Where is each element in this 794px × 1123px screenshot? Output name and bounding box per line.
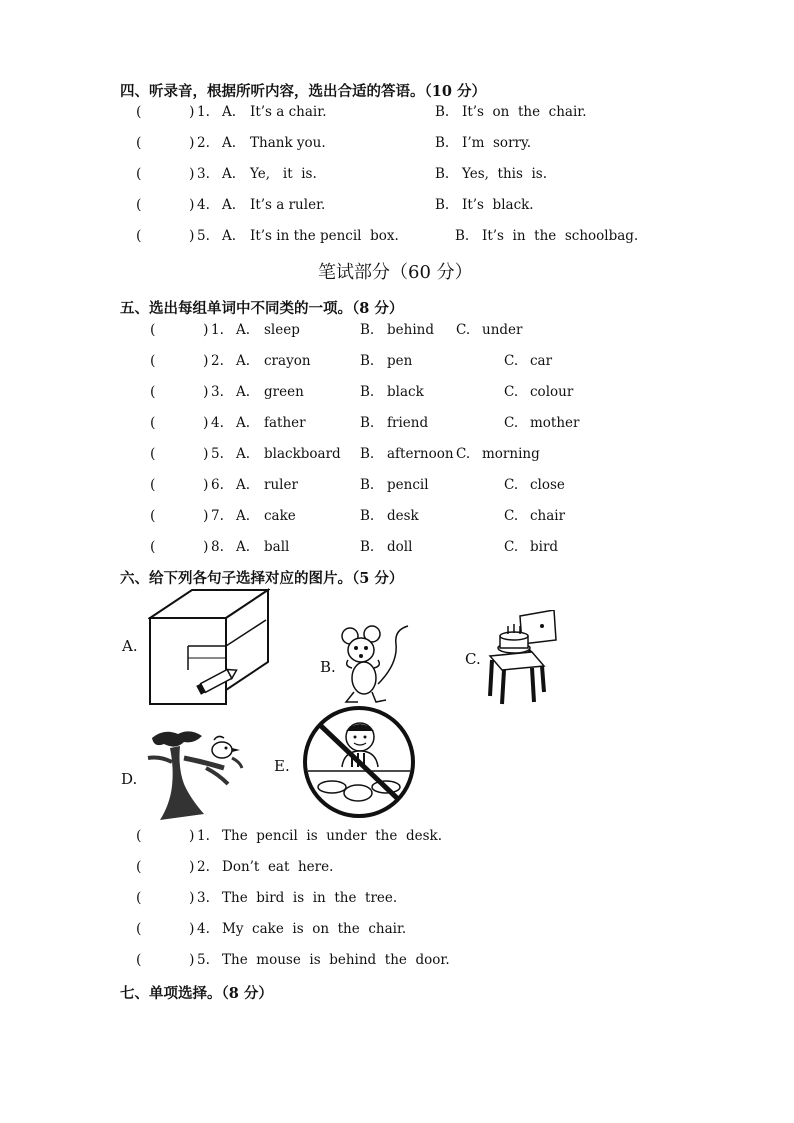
sentence-text: Don’t eat here.	[222, 859, 334, 875]
answer-blank-close: )	[189, 197, 195, 213]
answer-blank-close: )	[203, 384, 209, 400]
option-b-text: pencil	[387, 477, 429, 493]
option-b-label: B.	[360, 539, 375, 555]
cake-chair-picture	[488, 610, 560, 708]
option-a-text: It’s a chair.	[250, 104, 327, 120]
answer-blank-close: )	[189, 828, 195, 844]
question-number: 1.	[197, 104, 210, 120]
picture-label-c: C.	[465, 650, 481, 668]
question-number: 8.	[211, 539, 224, 555]
answer-blank-open[interactable]: (	[136, 166, 142, 182]
option-c-text: chair	[530, 508, 566, 524]
question-number: 4.	[197, 921, 210, 937]
option-a-text: ruler	[264, 477, 298, 493]
sentence-text: The mouse is behind the door.	[222, 952, 450, 968]
option-c-label: C.	[504, 384, 519, 400]
answer-blank-close: )	[203, 322, 209, 338]
question-number: 3.	[211, 384, 224, 400]
mouse-picture	[338, 624, 412, 706]
question-number: 2.	[197, 859, 210, 875]
picture-label-b: B.	[320, 658, 336, 676]
option-a-text: cake	[264, 508, 296, 524]
answer-blank-open[interactable]: (	[150, 415, 156, 431]
option-c-label: C.	[504, 415, 519, 431]
option-a-label: A.	[222, 166, 237, 182]
option-b-text: pen	[387, 353, 413, 369]
section4-title: 四、听录音，根据所听内容，选出合适的答语。（10 分）	[120, 83, 486, 100]
section5-title: 五、选出每组单词中不同类的一项。（8 分）	[120, 300, 404, 317]
picture-label-e: E.	[274, 757, 290, 775]
option-b-label: B.	[360, 384, 375, 400]
option-c-label: C.	[456, 446, 471, 462]
answer-blank-open[interactable]: (	[136, 890, 142, 906]
option-a-text: It’s in the pencil box.	[250, 228, 399, 244]
question-number: 1.	[197, 828, 210, 844]
question-number: 5.	[211, 446, 224, 462]
written-part-title: 笔试部分（60 分）	[318, 262, 473, 283]
option-a-label: A.	[236, 415, 251, 431]
answer-blank-close: )	[189, 859, 195, 875]
option-a-text: Ye, it is.	[250, 166, 317, 182]
answer-blank-open[interactable]: (	[136, 197, 142, 213]
option-a-text: green	[264, 384, 304, 400]
option-c-text: close	[530, 477, 565, 493]
option-a-text: sleep	[264, 322, 300, 338]
question-number: 4.	[211, 415, 224, 431]
no-eating-picture	[300, 705, 418, 819]
option-c-text: under	[482, 322, 523, 338]
answer-blank-close: )	[189, 166, 195, 182]
answer-blank-close: )	[189, 104, 195, 120]
option-b-text: Yes, this is.	[462, 166, 548, 182]
option-b-label: B.	[455, 228, 470, 244]
option-b-text: desk	[387, 508, 419, 524]
answer-blank-close: )	[189, 890, 195, 906]
option-c-text: mother	[530, 415, 580, 431]
option-b-label: B.	[435, 166, 450, 182]
answer-blank-close: )	[203, 508, 209, 524]
question-number: 7.	[211, 508, 224, 524]
answer-blank-open[interactable]: (	[136, 859, 142, 875]
sentence-text: The pencil is under the desk.	[222, 828, 442, 844]
option-b-text: It’s black.	[462, 197, 534, 213]
sentence-text: The bird is in the tree.	[222, 890, 398, 906]
option-b-label: B.	[360, 446, 375, 462]
option-a-label: A.	[236, 446, 251, 462]
option-b-label: B.	[360, 477, 375, 493]
answer-blank-open[interactable]: (	[150, 477, 156, 493]
option-b-label: B.	[360, 508, 375, 524]
question-number: 5.	[197, 952, 210, 968]
option-a-text: ball	[264, 539, 290, 555]
question-number: 1.	[211, 322, 224, 338]
option-a-text: crayon	[264, 353, 311, 369]
option-c-label: C.	[504, 353, 519, 369]
option-a-label: A.	[222, 228, 237, 244]
option-b-label: B.	[435, 197, 450, 213]
option-c-label: C.	[456, 322, 471, 338]
option-a-label: A.	[236, 322, 251, 338]
answer-blank-close: )	[189, 952, 195, 968]
answer-blank-close: )	[203, 415, 209, 431]
answer-blank-close: )	[203, 446, 209, 462]
answer-blank-open[interactable]: (	[150, 322, 156, 338]
option-c-text: colour	[530, 384, 574, 400]
option-a-text: blackboard	[264, 446, 341, 462]
answer-blank-open[interactable]: (	[136, 104, 142, 120]
option-a-label: A.	[236, 353, 251, 369]
question-number: 2.	[197, 135, 210, 151]
option-b-text: It’s in the schoolbag.	[482, 228, 639, 244]
question-number: 2.	[211, 353, 224, 369]
option-b-text: afternoon	[387, 446, 454, 462]
option-b-text: behind	[387, 322, 434, 338]
option-a-label: A.	[236, 539, 251, 555]
question-number: 3.	[197, 890, 210, 906]
option-a-label: A.	[236, 508, 251, 524]
option-b-label: B.	[435, 104, 450, 120]
option-a-text: It’s a ruler.	[250, 197, 326, 213]
option-c-label: C.	[504, 508, 519, 524]
option-b-text: It’s on the chair.	[462, 104, 587, 120]
section6-title: 六、给下列各句子选择对应的图片。（5 分）	[120, 570, 404, 587]
picture-label-d: D.	[121, 770, 138, 788]
option-a-label: A.	[236, 477, 251, 493]
answer-blank-close: )	[203, 353, 209, 369]
option-b-text: I’m sorry.	[462, 135, 532, 151]
question-number: 3.	[197, 166, 210, 182]
answer-blank-open[interactable]: (	[136, 228, 142, 244]
answer-blank-open[interactable]: (	[150, 539, 156, 555]
answer-blank-open[interactable]: (	[136, 921, 142, 937]
picture-label-a: A.	[122, 637, 138, 655]
option-b-label: B.	[360, 415, 375, 431]
answer-blank-close: )	[189, 921, 195, 937]
option-b-text: black	[387, 384, 424, 400]
answer-blank-close: )	[189, 135, 195, 151]
option-c-label: C.	[504, 477, 519, 493]
option-a-label: A.	[222, 197, 237, 213]
question-number: 5.	[197, 228, 210, 244]
option-c-text: bird	[530, 539, 559, 555]
answer-blank-open[interactable]: (	[136, 828, 142, 844]
answer-blank-close: )	[203, 477, 209, 493]
question-number: 6.	[211, 477, 224, 493]
option-b-label: B.	[360, 322, 375, 338]
answer-blank-close: )	[189, 228, 195, 244]
option-a-label: A.	[222, 135, 237, 151]
bird-tree-picture	[144, 728, 248, 824]
question-number: 4.	[197, 197, 210, 213]
answer-blank-open[interactable]: (	[150, 353, 156, 369]
option-a-label: A.	[236, 384, 251, 400]
option-a-text: father	[264, 415, 306, 431]
answer-blank-open[interactable]: (	[150, 384, 156, 400]
option-c-label: C.	[504, 539, 519, 555]
option-c-text: morning	[482, 446, 540, 462]
option-c-text: car	[530, 353, 553, 369]
sentence-text: My cake is on the chair.	[222, 921, 407, 937]
answer-blank-open[interactable]: (	[150, 508, 156, 524]
answer-blank-open[interactable]: (	[136, 952, 142, 968]
answer-blank-open[interactable]: (	[150, 446, 156, 462]
option-a-text: Thank you.	[250, 135, 326, 151]
option-a-label: A.	[222, 104, 237, 120]
answer-blank-open[interactable]: (	[136, 135, 142, 151]
desk-pencil-picture	[148, 588, 270, 706]
answer-blank-close: )	[203, 539, 209, 555]
option-b-text: friend	[387, 415, 429, 431]
option-b-label: B.	[360, 353, 375, 369]
option-b-text: doll	[387, 539, 413, 555]
section7-title: 七、单项选择。（8 分）	[120, 985, 273, 1002]
option-b-label: B.	[435, 135, 450, 151]
